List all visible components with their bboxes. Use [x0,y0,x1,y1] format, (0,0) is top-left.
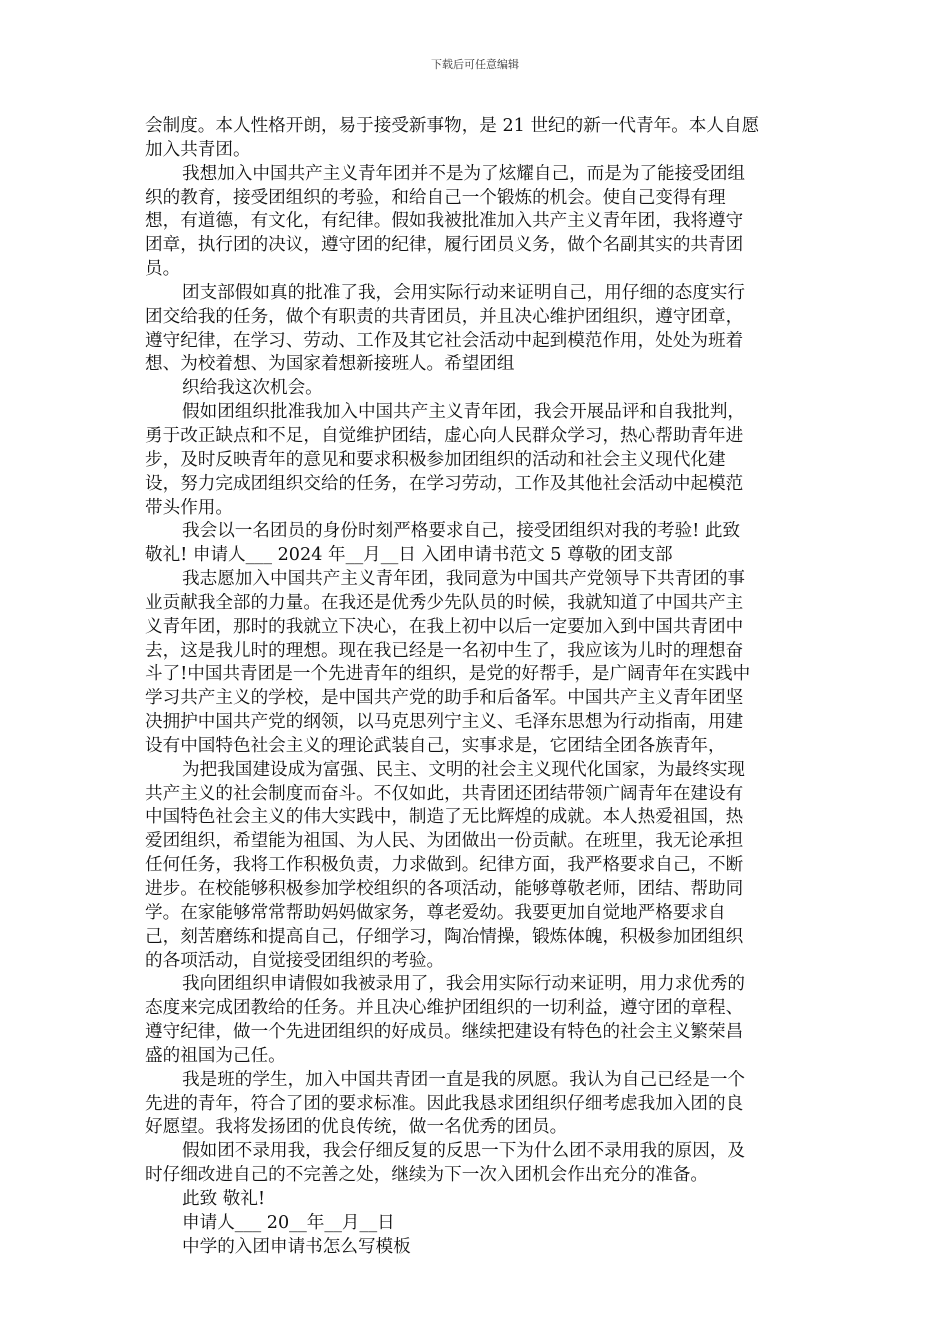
text-line: 去，这是我儿时的理想。现在我已经是一名初中生了，我应该为儿时的理想奋 [145,640,744,661]
text-line: 我想加入中国共产主义青年团并不是为了炫耀自己，而是为了能接受团组 [182,163,746,184]
text-line: 决拥护中国共产党的纲领，以马克思列宁主义、毛泽东思想为行动指南，用建 [145,712,744,733]
header-note: 下载后可任意编辑 [431,58,519,71]
text-line: 盛的祖国为己任。 [145,1045,286,1066]
text-line: 业贡献我全部的力量。在我还是优秀少先队员的时候，我就知道了中国共产主 [145,592,744,613]
text-line: 为把我国建设成为富强、民主、文明的社会主义现代化国家，为最终实现 [182,759,746,780]
text-line: 申请人___ 20__年__月__日 [182,1212,395,1233]
text-line: 加入共青团。 [145,139,251,160]
text-line: 设有中国特色社会主义的理论武装自己，实事求是，它团结全团各族青年， [145,735,726,756]
text-line: 敬礼! 申请人___ 2024 年__月__日 入团申请书范文 5 尊敬的团支部 [145,545,673,566]
text-line: 斗了!中国共青团是一个先进青年的组织，是党的好帮手，是广阔青年在实践中 [145,664,751,685]
text-line: 义青年团，那时的我就立下决心，在我上初中以后一定要加入到中国共青团中 [145,616,744,637]
text-line: 员。 [145,259,181,280]
text-line: 团章，执行团的决议，遵守团的纪律，履行团员义务，做个名副其实的共青团 [145,235,744,256]
text-line: 学。在家能够常常帮助妈妈做家务，尊老爱幼。我要更加自觉地严格要求自 [145,902,726,923]
text-line: 时仔细改进自己的不完善之处，继续为下一次入团机会作出充分的准备。 [145,1165,709,1186]
text-line: 团交给我的任务，做个有职责的共青团员，并且决心维护团组织，遵守团章， [145,306,744,327]
text-line: 勇于改正缺点和不足，自觉维护团结，虚心向人民群众学习，热心帮助青年进 [145,425,744,446]
text-line: 此致 敬礼! [182,1188,266,1209]
text-line: 假如团组织批准我加入中国共产主义青年团，我会开展品评和自我批判， [182,402,746,423]
text-line: 织给我这次机会。 [182,378,323,399]
text-line: 遵守纪律，在学习、劳动、工作及其它社会活动中起到模范作用，处处为班着 [145,330,744,351]
text-line: 的各项活动，自觉接受团组织的考验。 [145,950,445,971]
text-line: 遵守纪律，做一个先进团组织的好成员。继续把建设有特色的社会主义繁荣昌 [145,1022,744,1043]
text-line: 会制度。本人性格开朗，易于接受新事物，是 21 世纪的新一代青年。本人自愿 [145,116,760,136]
text-line: 织的教育，接受团组织的考验，和给自己一个锻炼的机会。使自己变得有理 [145,187,726,208]
text-line: 己，刻苦磨练和提高自己，仔细学习，陶冶情操，锻炼体魄，积极参加团组织 [145,926,744,947]
text-line: 我向团组织申请假如我被录用了，我会用实际行动来证明，用力求优秀的 [182,974,746,995]
text-line: 好愿望。我将发扬团的优良传统，做一名优秀的团员。 [145,1117,568,1138]
text-line: 共产主义的社会制度而奋斗。不仅如此，共青团还团结带领广阔青年在建设有 [145,783,744,804]
text-line: 爱团组织，希望能为祖国、为人民、为团做出一份贡献。在班里，我无论承担 [145,831,744,852]
text-line: 先进的青年，符合了团的要求标准。因此我恳求团组织仔细考虑我加入团的良 [145,1093,744,1114]
text-line: 学习共产主义的学校，是中国共产党的助手和后备军。中国共产主义青年团坚 [145,688,744,709]
text-line: 我会以一名团员的身份时刻严格要求自己，接受团组织对我的考验! 此致 [182,521,741,542]
text-line: 态度来完成团教给的任务。并且决心维护团组织的一切利益，遵守团的章程、 [145,998,744,1019]
text-line: 步，及时反映青年的意见和要求积极参加团组织的活动和社会主义现代化建 [145,449,726,470]
text-line: 想、为校着想、为国家着想新接班人。希望团组 [145,354,515,375]
text-line: 想，有道德，有文化，有纪律。假如我被批准加入共产主义青年团，我将遵守 [145,211,744,232]
text-line: 中学的入团申请书怎么写模板 [182,1236,411,1257]
text-line: 中国特色社会主义的伟大实践中，制造了无比辉煌的成就。本人热爱祖国，热 [145,807,744,828]
text-line: 设，努力完成团组织交给的任务，在学习劳动，工作及其他社会活动中起模范 [145,473,744,494]
text-line: 团支部假如真的批准了我，会用实际行动来证明自己，用仔细的态度实行 [182,282,746,303]
text-line: 假如团不录用我，我会仔细反复的反思一下为什么团不录用我的原因，及 [182,1141,746,1162]
text-line: 带头作用。 [145,497,233,518]
text-line: 我是班的学生，加入中国共青团一直是我的夙愿。我认为自己已经是一个 [182,1069,746,1090]
text-line: 我志愿加入中国共产主义青年团，我同意为中国共产党领导下共青团的事 [182,569,746,590]
document-body [145,115,807,1260]
text-line: 任何任务，我将工作积极负责，力求做到。纪律方面，我严格要求自己，不断 [145,855,744,876]
text-line: 进步。在校能够积极参加学校组织的各项活动，能够尊敬老师，团结、帮助同 [145,879,744,899]
